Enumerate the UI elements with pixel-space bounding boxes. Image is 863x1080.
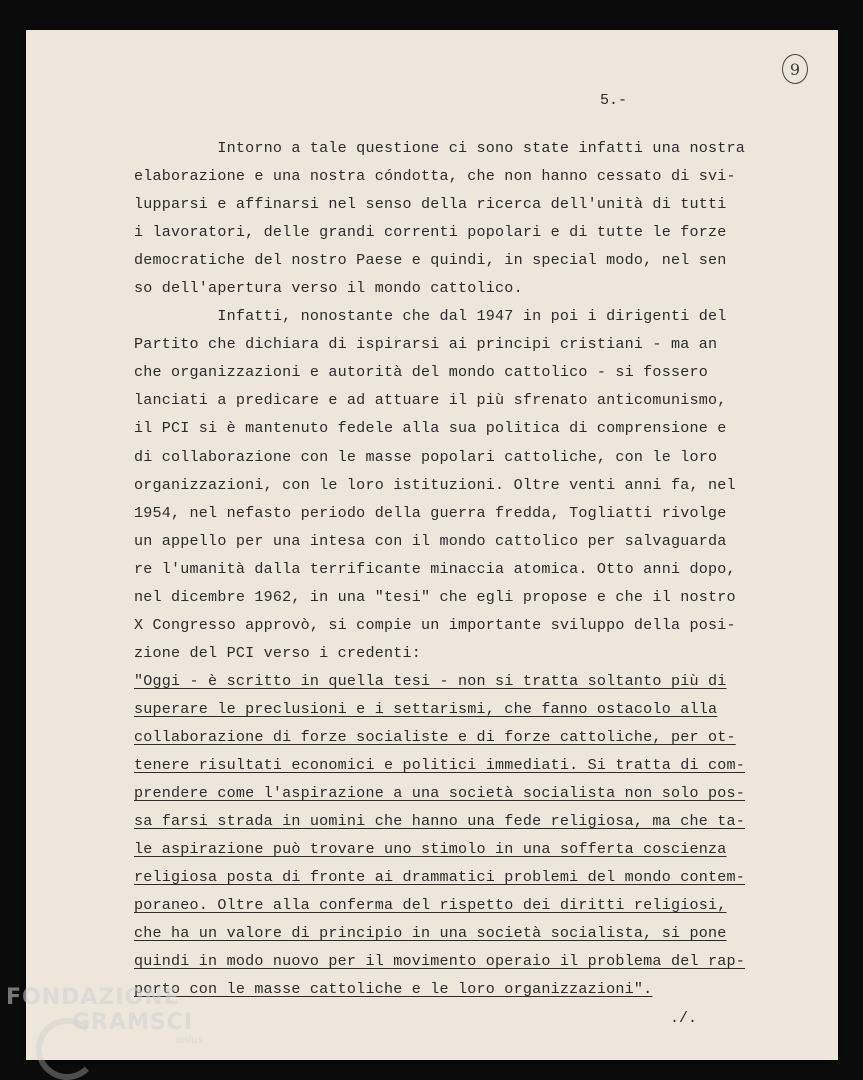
quote-line: poraneo. Oltre alla conferma del rispetto dei diritti religiosi, bbox=[134, 896, 727, 915]
quote-line: prendere come l'aspirazione a una società socialista non solo pos- bbox=[134, 784, 746, 803]
text-line: so dell'apertura verso il mondo cattolico. bbox=[134, 279, 523, 298]
watermark-line1: FONDAZIONE bbox=[6, 985, 180, 1010]
text-line: i lavoratori, delle grandi correnti popolari e di tutte le forze bbox=[134, 223, 727, 242]
text-line: 1954, nel nefasto periodo della guerra fredda, Togliatti rivolge bbox=[134, 503, 727, 522]
quote-line: sa farsi strada in uomini che hanno una fede religiosa, ma che ta- bbox=[134, 812, 746, 831]
document-body bbox=[134, 134, 784, 1003]
text-line: un appello per una intesa con il mondo cattolico per salvaguarda bbox=[134, 531, 727, 550]
archive-page-mark: 9 bbox=[782, 54, 808, 84]
text-line: zione del PCI verso i credenti: bbox=[134, 643, 421, 662]
text-line: lupparsi e affinarsi nel senso della ricerca dell'unità di tutti bbox=[134, 195, 727, 214]
quote-line: quindi in modo nuovo per il movimento operaio il problema del rap- bbox=[134, 952, 746, 971]
watermark-line3: onlus bbox=[176, 1035, 203, 1046]
page-number: 5.- bbox=[600, 92, 628, 109]
text-line: organizzazioni, con le loro istituzioni. Oltre venti anni fa, nel bbox=[134, 475, 736, 494]
text-line: di collaborazione con le masse popolari cattoliche, con le loro bbox=[134, 447, 718, 466]
quote-line: tenere risultati economici e politici immediati. Si tratta di com- bbox=[134, 756, 746, 775]
text-line: X Congresso approvò, si compie un importante sviluppo della posi- bbox=[134, 615, 736, 634]
text-line: Infatti, nonostante che dal 1947 in poi i dirigenti del bbox=[134, 307, 727, 326]
watermark-line2: GRAMSCI bbox=[72, 1010, 194, 1035]
text-line: Intorno a tale questione ci sono state infatti una nostra bbox=[134, 139, 746, 157]
quote-line: "Oggi - è scritto in quella tesi - non si tratta soltanto più di bbox=[134, 671, 727, 690]
quote-line: porto con le masse cattoliche e le loro organizzazioni". bbox=[134, 980, 653, 999]
text-line: democratiche del nostro Paese e quindi, in special modo, nel sen bbox=[134, 251, 727, 270]
text-line: Partito che dichiara di ispirarsi ai principi cristiani - ma an bbox=[134, 335, 718, 354]
quote-line: collaborazione di forze socialiste e di forze cattoliche, per ot- bbox=[134, 727, 736, 746]
text-line: il PCI si è mantenuto fedele alla sua politica di comprensione e bbox=[134, 419, 727, 438]
text-line: nel dicembre 1962, in una "tesi" che egli propose e che il nostro bbox=[134, 587, 736, 606]
text-line: che organizzazioni e autorità del mondo cattolico - si fossero bbox=[134, 363, 708, 382]
quote-line: superare le preclusioni e i settarismi, che fanno ostacolo alla bbox=[134, 699, 718, 718]
quote-line: religiosa posta di fronte ai drammatici problemi del mondo contem- bbox=[134, 868, 746, 887]
text-line: re l'umanità dalla terrificante minaccia atomica. Otto anni dopo, bbox=[134, 559, 736, 578]
quote-line: che ha un valore di principio in una società socialista, si pone bbox=[134, 924, 727, 943]
quote-line: le aspirazione può trovare uno stimolo in una sofferta coscienza bbox=[134, 840, 727, 859]
text-line: lanciati a predicare e ad attuare il più sfrenato anticomunismo, bbox=[134, 391, 727, 410]
text-line: elaborazione e una nostra cóndotta, che non hanno cessato di svi- bbox=[134, 167, 736, 186]
watermark bbox=[6, 985, 203, 1046]
continuation-mark: ./. bbox=[670, 1010, 698, 1027]
